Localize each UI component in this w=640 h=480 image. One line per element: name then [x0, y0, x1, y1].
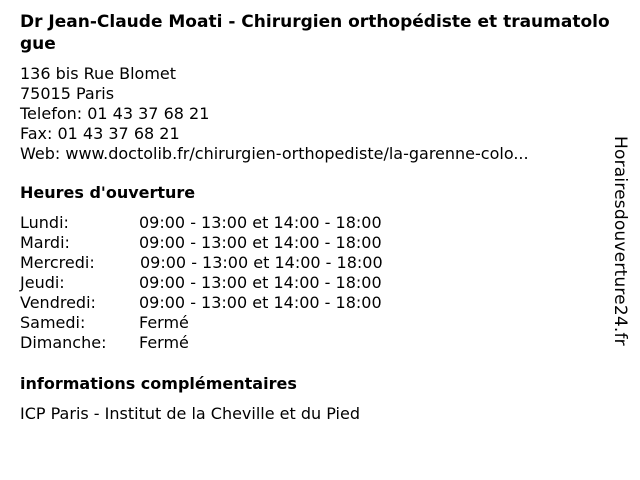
address-city: 75015 Paris: [20, 84, 115, 103]
day-label: Mercredi:: [20, 253, 95, 272]
day-label: Samedi:: [20, 313, 86, 332]
phone-number[interactable]: Telefon: 01 43 37 68 21: [20, 104, 210, 123]
day-label: Mardi:: [20, 233, 70, 252]
day-hours: Fermé: [139, 313, 189, 332]
day-label: Lundi:: [20, 213, 69, 232]
day-hours: 09:00 - 13:00 et 14:00 - 18:00: [140, 253, 383, 272]
website-link[interactable]: Web: www.doctolib.fr/chirurgien-orthopediste/la-garenne-colo...: [20, 144, 529, 163]
fax-number: Fax: 01 43 37 68 21: [20, 124, 180, 143]
contact-block: [20, 64, 529, 164]
info-heading: informations complémentaires: [20, 374, 297, 393]
day-label: Dimanche:: [20, 333, 107, 352]
day-hours: 09:00 - 13:00 et 14:00 - 18:00: [139, 213, 382, 232]
day-hours: Fermé: [139, 333, 189, 352]
day-hours: 09:00 - 13:00 et 14:00 - 18:00: [139, 293, 382, 312]
brand-watermark: Horairesdouverture24.fr: [610, 136, 630, 346]
day-hours: 09:00 - 13:00 et 14:00 - 18:00: [139, 273, 382, 292]
hours-heading: Heures d'ouverture: [20, 183, 196, 202]
day-label: Vendredi:: [20, 293, 96, 312]
address-street: 136 bis Rue Blomet: [20, 64, 177, 83]
day-label: Jeudi:: [20, 273, 65, 292]
page-title: Dr Jean-Claude Moati - Chirurgien orthopédiste et traumatologue: [20, 12, 610, 54]
day-hours: 09:00 - 13:00 et 14:00 - 18:00: [139, 233, 382, 252]
info-text: ICP Paris - Institut de la Cheville et du Pied: [20, 404, 360, 423]
